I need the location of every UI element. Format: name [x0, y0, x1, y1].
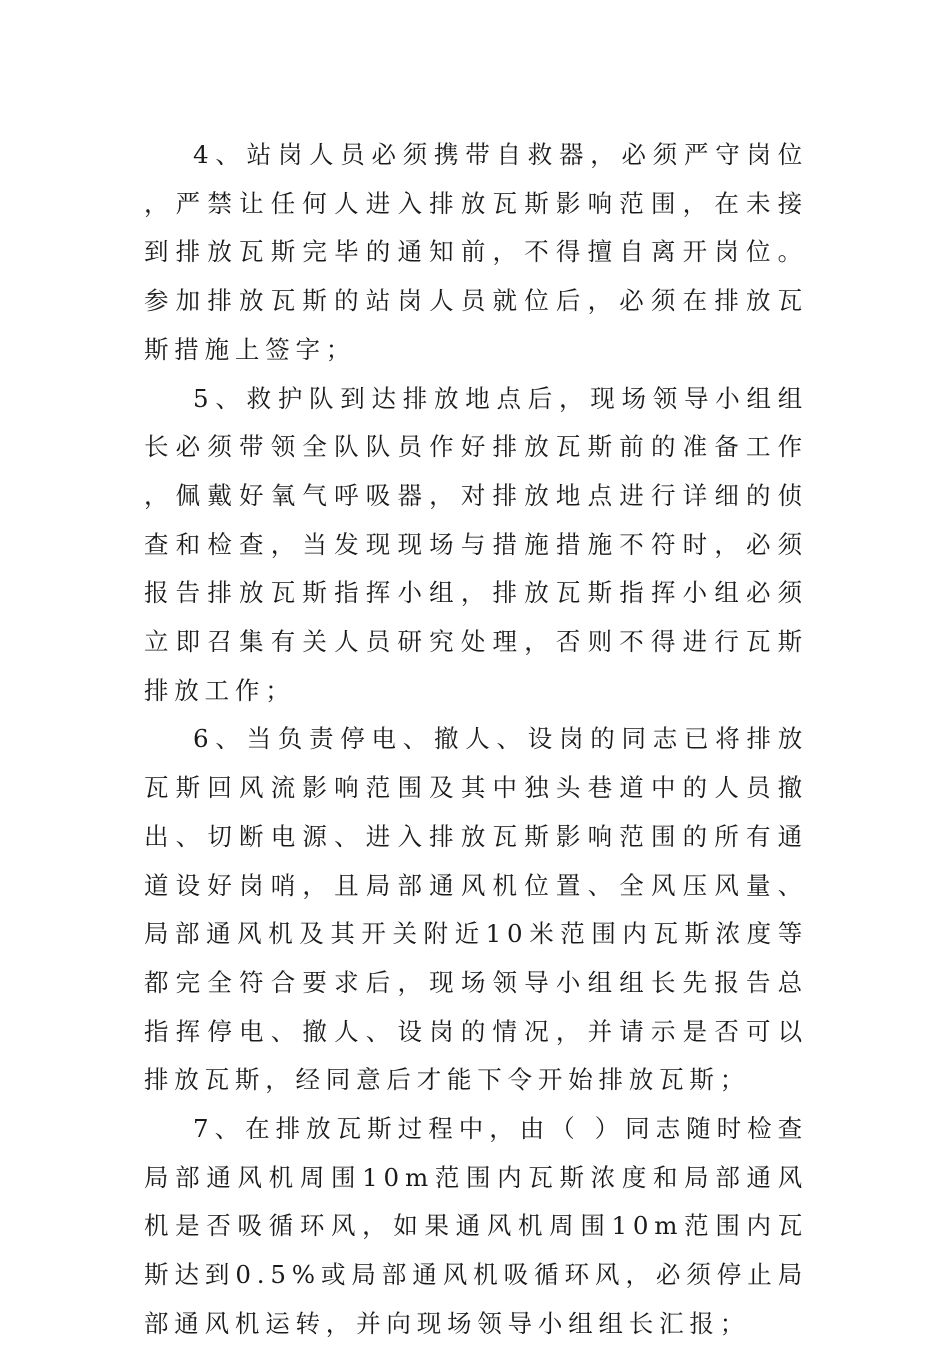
document-body — [144, 131, 808, 1349]
paragraph-item-7-text: 7、在排放瓦斯过程中，由（ ）同志随时检查局部通风机周围10m范围内瓦斯浓度和局部通风机是否吸循环风，如果通风机周围10m范围内瓦斯达到0.5%或局部通风机吸循环风，必须停止局部通风机运转，并向现场领导小组组长汇报； — [144, 1114, 808, 1338]
paragraph-item-5-text: 5、救护队到达排放地点后，现场领导小组组长必须带领全队队员作好排放瓦斯前的准备工作，佩戴好氧气呼吸器，对排放地点进行详细的侦查和检查，当发现现场与措施措施不符时，必须报告排放瓦斯指挥小组，排放瓦斯指挥小组必须立即召集有关人员研究处理，否则不得进行瓦斯排放工作； — [144, 383, 808, 705]
paragraph-item-4-text: 4、站岗人员必须携带自救器，必须严守岗位，严禁让任何人进入排放瓦斯影响范围，在未接到排放瓦斯完毕的通知前，不得擅自离开岗位。参加排放瓦斯的站岗人员就位后，必须在排放瓦斯措施上签字； — [144, 140, 808, 364]
paragraph-item-6-text: 6、当负责停电、撤人、设岗的同志已将排放瓦斯回风流影响范围及其中独头巷道中的人员撤出、切断电源、进入排放瓦斯影响范围的所有通道设好岗哨，且局部通风机位置、全风压风量、局部通风机及其开关附近10米范围内瓦斯浓度等都完全符合要求后，现场领导小组组长先报告总指挥停电、撤人、设岗的情况，并请示是否可以排放瓦斯，经同意后才能下令开始排放瓦斯； — [144, 724, 808, 1095]
paragraph-item-4 — [144, 131, 808, 375]
paragraph-item-6 — [144, 715, 808, 1105]
paragraph-item-5 — [144, 375, 808, 716]
paragraph-item-7 — [144, 1105, 808, 1349]
